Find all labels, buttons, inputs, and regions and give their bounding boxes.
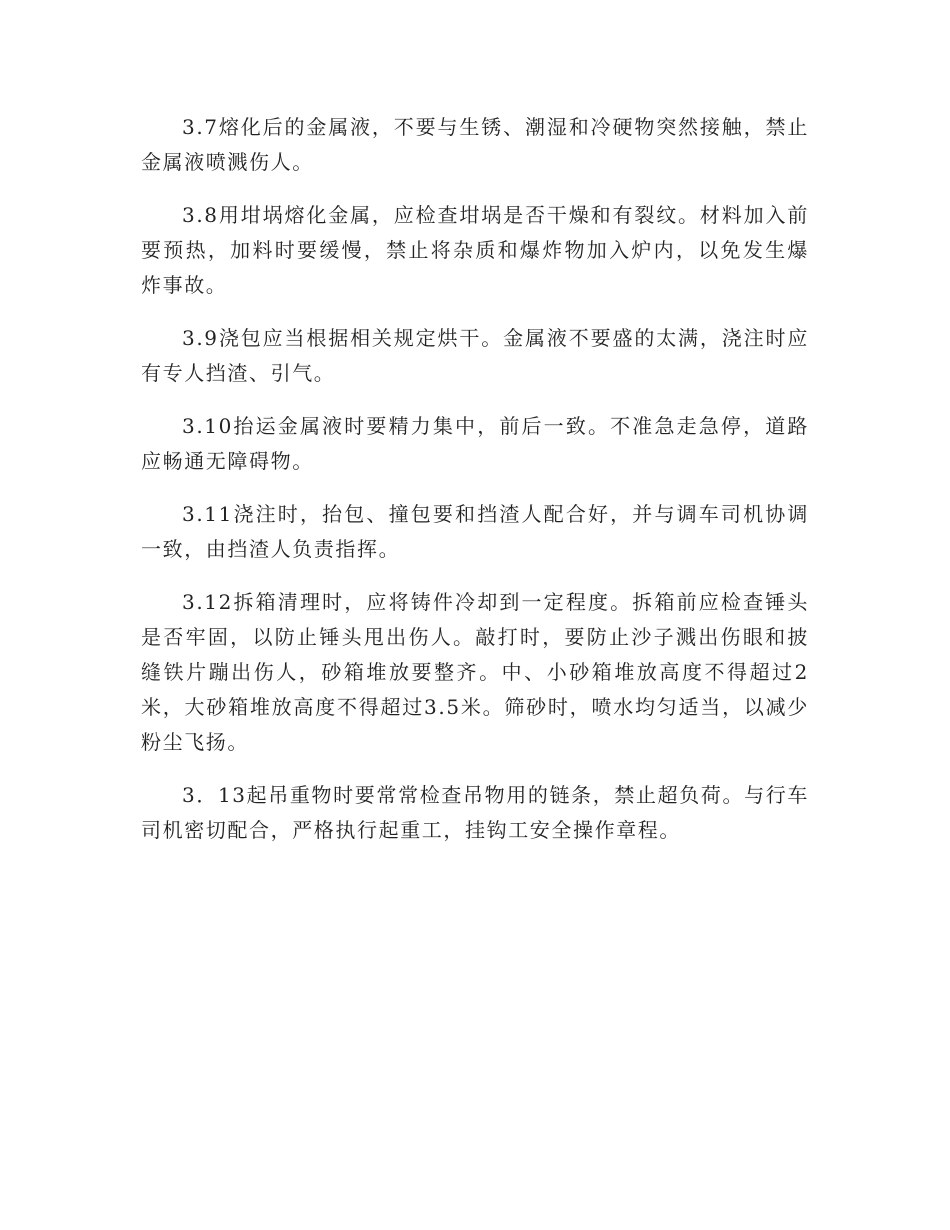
paragraph-3-11: 3.11浇注时，抬包、撞包要和挡渣人配合好，并与调车司机协调一致，由挡渣人负责指挥。 xyxy=(141,502,809,561)
paragraph-3-7: 3.7熔化后的金属液，不要与生锈、潮湿和冷硬物突然接触，禁止金属液喷溅伤人。 xyxy=(141,115,809,174)
paragraph-3-8: 3.8用坩埚熔化金属，应检查坩埚是否干燥和有裂纹。材料加入前要预热，加料时要缓慢，禁止将杂质和爆炸物加入炉内，以免发生爆炸事故。 xyxy=(141,203,809,297)
paragraph-3-13: 3．13起吊重物时要常常检查吊物用的链条，禁止超负荷。与行车司机密切配合，严格执行起重工，挂钩工安全操作章程。 xyxy=(141,783,809,842)
paragraph-3-10: 3.10抬运金属液时要精力集中，前后一致。不准急走急停，道路应畅通无障碍物。 xyxy=(141,414,809,473)
paragraph-3-9: 3.9浇包应当根据相关规定烘干。金属液不要盛的太满，浇注时应有专人挡渣、引气。 xyxy=(141,326,809,385)
document-body xyxy=(141,110,809,866)
paragraph-3-12: 3.12拆箱清理时，应将铸件冷却到一定程度。拆箱前应检查锤头是否牢固，以防止锤头甩出伤人。敲打时，要防止沙子溅出伤眼和披缝铁片蹦出伤人，砂箱堆放要整齐。中、小砂箱堆放高度不得超过2米，大砂箱堆放高度不得超过3.5米。筛砂时，喷水均匀适当，以减少粉尘飞扬。 xyxy=(141,590,809,754)
